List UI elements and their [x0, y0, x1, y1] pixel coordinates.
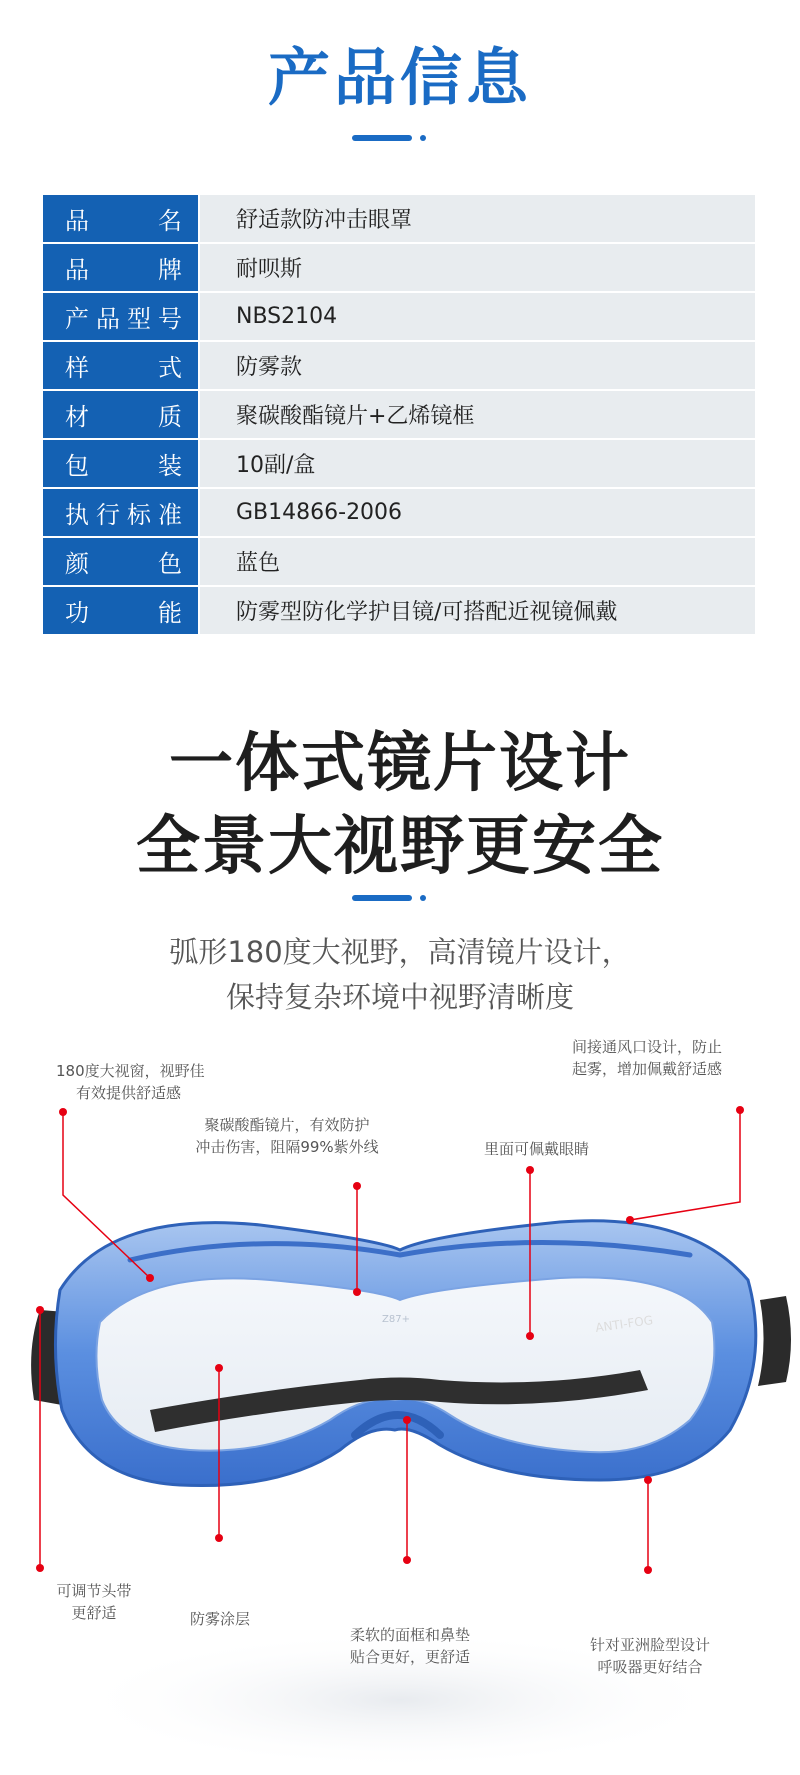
table-row [43, 293, 755, 342]
product-info-table [43, 195, 755, 636]
row-value: 聚碳酸酯镜片+乙烯镜框 [198, 391, 755, 438]
table-row [43, 440, 755, 489]
callout-text: 起雾，增加佩戴舒适感 [572, 1060, 723, 1078]
row-label: 功能 [43, 587, 198, 634]
section-title-product-info: 产品信息 [267, 41, 532, 114]
table-row [43, 244, 755, 293]
hero-headline-2: 全景大视野更安全 [136, 810, 664, 884]
row-label: 颜色 [43, 538, 198, 585]
hero-subtitle-2: 保持复杂环境中视野清晰度 [225, 980, 574, 1014]
row-label: 包装 [43, 440, 198, 487]
callout-text: 可调节头带 [56, 1582, 132, 1600]
callout-frame [340, 1624, 480, 1668]
strap-print: ANTI-FOG [594, 1313, 654, 1335]
callout-text: 贴合更好，更舒适 [349, 1648, 470, 1666]
table-row [43, 538, 755, 587]
callout-text: 有效提供舒适感 [76, 1084, 182, 1102]
callout-wide-view [56, 1060, 205, 1104]
callout-vent [572, 1036, 722, 1080]
table-row [43, 489, 755, 538]
row-label: 执行标准 [43, 489, 198, 536]
callout-text: 180度大视窗，视野佳 [56, 1062, 205, 1080]
goggle-illustration-area [0, 1038, 800, 1775]
table-row [43, 342, 755, 391]
callout-glasses [484, 1138, 589, 1160]
hero-divider [352, 895, 428, 901]
table-row [43, 587, 755, 636]
callout-antifog [190, 1608, 250, 1630]
callout-text: 间接通风口设计，防止 [572, 1038, 723, 1056]
row-value: 耐呗斯 [198, 244, 755, 291]
row-label: 材质 [43, 391, 198, 438]
strap-right [758, 1296, 791, 1386]
callout-text: 更舒适 [71, 1604, 117, 1622]
row-value: 防雾款 [198, 342, 755, 389]
hero-subtitle-1: 弧形180度大视野，高清镜片设计， [169, 935, 631, 969]
callout-text: 柔软的面框和鼻垫 [349, 1626, 470, 1644]
callout-asia-fit [570, 1634, 730, 1678]
callout-lens [182, 1114, 392, 1158]
row-value: NBS2104 [198, 293, 755, 340]
row-label: 品牌 [43, 244, 198, 291]
lens-mark: Z87+ [382, 1314, 410, 1325]
callout-text: 里面可佩戴眼睛 [484, 1140, 590, 1158]
table-row [43, 195, 755, 244]
row-value: 蓝色 [198, 538, 755, 585]
callout-text: 针对亚洲脸型设计 [589, 1636, 710, 1654]
row-label: 样式 [43, 342, 198, 389]
row-value: GB14866-2006 [198, 489, 755, 536]
row-value: 舒适款防冲击眼罩 [198, 195, 755, 242]
row-label: 品名 [43, 195, 198, 242]
callout-text: 防雾涂层 [190, 1610, 251, 1628]
row-label: 产品型号 [43, 293, 198, 340]
callout-text: 聚碳酸酯镜片，有效防护 [204, 1116, 370, 1134]
row-value: 防雾型防化学护目镜/可搭配近视镜佩戴 [198, 587, 755, 634]
callout-text: 呼吸器更好结合 [597, 1658, 703, 1676]
callout-strap [44, 1580, 144, 1624]
hero-headline-1: 一体式镜片设计 [169, 727, 631, 801]
title-divider [352, 135, 428, 141]
row-value: 10副/盒 [198, 440, 755, 487]
table-row [43, 391, 755, 440]
callout-text: 冲击伤害，阻隔99%紫外线 [195, 1138, 379, 1156]
